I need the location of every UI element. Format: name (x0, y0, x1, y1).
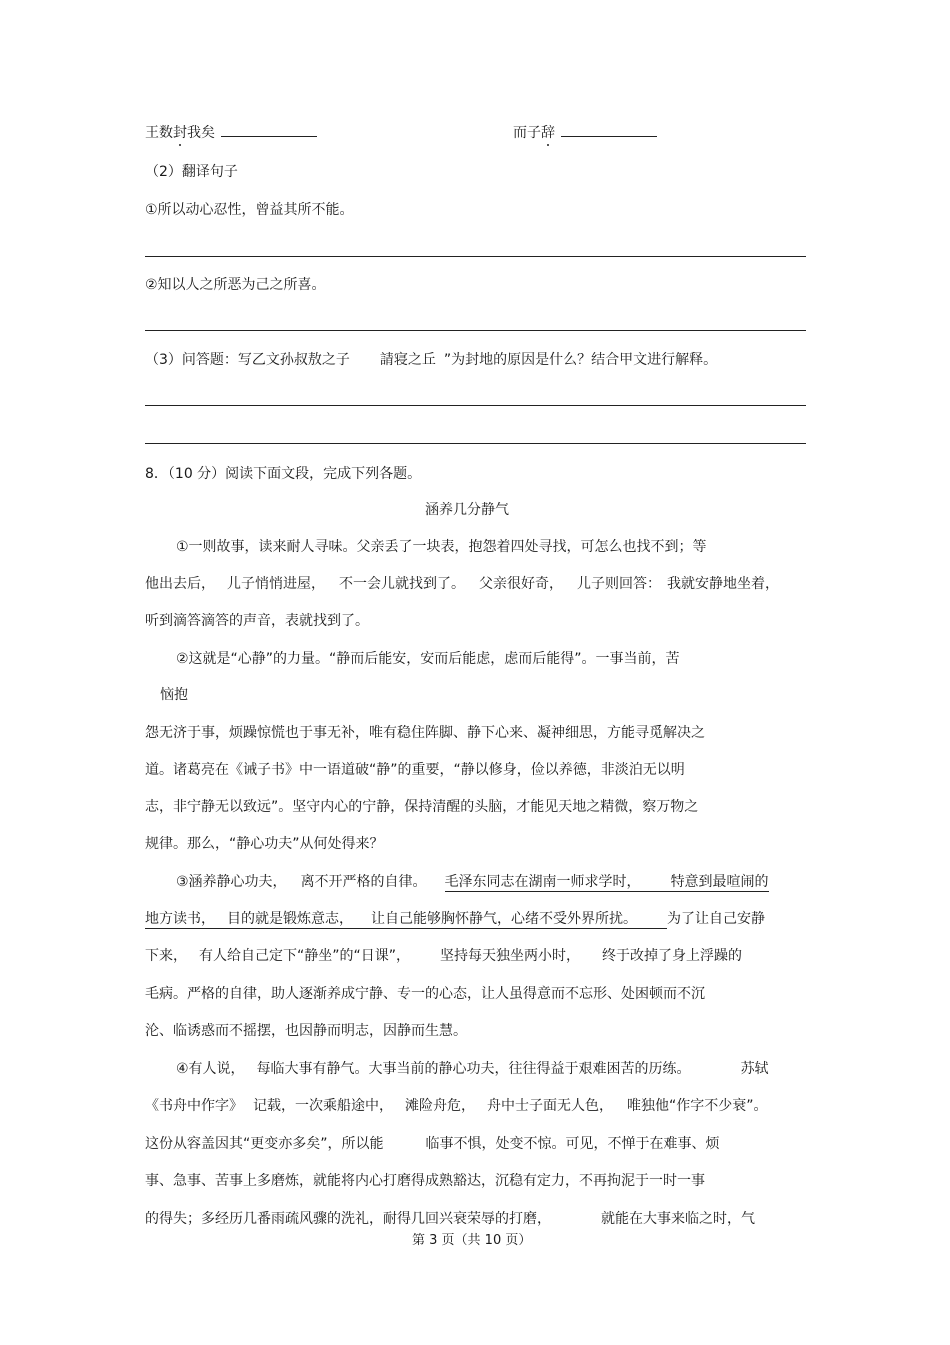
p3-line-1-c: 毛泽东同志在湖南一师求学时， (444, 874, 641, 890)
sentence-1: ①所以动心忍性，曾益其所不能。 (145, 202, 354, 218)
p4-line-3 (145, 1135, 720, 1153)
p3-line-1 (176, 873, 769, 891)
p3-line-1-b: 离不开严格的自律。 (300, 874, 427, 890)
p1-line-2 (145, 575, 779, 593)
p4-line-5 (145, 1210, 755, 1228)
q8-header: 8．（10 分）阅读下面文段，完成下列各题。 (145, 466, 422, 482)
p3-line-3 (145, 947, 742, 965)
p2-line-5: 志，非宁静无以致远”。坚守内心的宁静，保持清醒的头脑，才能见天地之精微，察万物之 (145, 799, 699, 815)
p4-line-2-d: 舟中士子面无人色， (487, 1098, 613, 1114)
part3-text-c: ”为封地的原因是什么？结合甲文进行解释。 (443, 352, 718, 368)
answer-line-2[interactable] (145, 330, 806, 331)
p4-line-4: 事、急事、苦事上多磨炼，就能将内心打磨得成熟豁达，沉稳有定力，不再拘泥于一时一事 (145, 1173, 705, 1189)
fill-item-2-dotted-char: 辞 (541, 125, 555, 141)
p2-line-3: 怨无济于事，烦躁惊慌也于事无补，唯有稳住阵脚、静下心来、凝神细思，方能寻觅解决之 (145, 725, 705, 741)
fill-item-1 (145, 122, 317, 142)
p4-line-3-b: 临事不惧，处变不惊。可见，不惮于在难事、烦 (425, 1136, 720, 1152)
p4-line-3-a: 这份从容盖因其“更变亦多矣”，所以能 (145, 1136, 384, 1152)
p4-line-1-c: 苏轼 (740, 1061, 769, 1077)
p4-line-2-a: 《书舟中作字》 (145, 1098, 243, 1114)
answer-line-4[interactable] (145, 443, 806, 444)
p4-line-1 (176, 1060, 769, 1078)
p3-line-5: 沦、临诱惑而不摇摆，也因静而明志，因静而生慧。 (145, 1023, 467, 1039)
p1-line-2-f: 我就安静地坐着， (667, 576, 779, 592)
p4-line-2-c: 滩险舟危， (405, 1098, 475, 1114)
p2-line-6: 规律。那么，“静心功夫”从何处得来？ (145, 836, 384, 852)
p3-line-3-c: 坚持每天独坐两小时， (440, 948, 581, 964)
p3-line-3-b: 有人给自己定下“静坐”的“日课”， (199, 948, 411, 964)
p4-line-2 (145, 1097, 768, 1115)
p4-line-2-e: 唯独他“作字不少衰”。 (627, 1098, 768, 1114)
p3-line-2-c: 让自己能够胸怀静气，心绪不受外界所扰。 (371, 911, 637, 927)
p3-line-3-d: 终于改掉了身上浮躁的 (602, 948, 743, 964)
fill-blank-2[interactable] (561, 122, 657, 137)
p1-line-2-b: 儿子悄悄进屋， (227, 576, 325, 592)
p3-line-2-d: 为了让自己安静 (667, 911, 765, 927)
page-footer: 第 3 页（共 10 页） (412, 1233, 532, 1248)
answer-line-3[interactable] (145, 405, 806, 406)
p1-line-2-c: 不一会儿就找到了。 (339, 576, 465, 592)
p1-line-1: ①一则故事，读来耐人寻味。父亲丢了一块表，抱怨着四处寻找，可怎么也找不到；等 (176, 539, 707, 555)
part3-text-a: （3）问答题：写乙文孙叔敖之子 (145, 352, 350, 368)
fill-item-2 (513, 122, 657, 142)
p1-line-2-a: 他出去后， (145, 576, 215, 592)
p2-line-2: 恼抱 (160, 687, 188, 703)
p3-line-1-d: 特意到最喧闹的 (670, 874, 769, 890)
part3-text-b: 請寝之丘 (379, 352, 436, 368)
fill-blank-1[interactable] (221, 122, 317, 137)
p2-line-1: ②这就是“心静”的力量。“静而后能安，安而后能虑，虑而后能得”。一事当前，苦 (176, 651, 680, 667)
p3-underlined-1 (445, 874, 769, 892)
p4-line-5-b: 就能在大事来临之时，气 (601, 1211, 755, 1227)
p3-line-4: 毛病。严格的自律，助人逐渐养成宁静、专一的心态，让人虽得意而不忘形、处困顿而不沉 (145, 986, 705, 1002)
part3-question (145, 351, 717, 369)
fill-item-1-dotted-char: 封 (173, 125, 187, 141)
p4-line-5-a: 的得失；多经历几番雨疏风骤的洗礼，耐得几回兴衰荣辱的打磨， (145, 1211, 551, 1227)
passage-title: 涵养几分静气 (425, 502, 509, 518)
p3-line-2-b: 目的就是锻炼意志， (227, 911, 353, 927)
p2-line-4: 道。诸葛亮在《诫子书》中一语道破“静”的重要，“静以修身，俭以养德，非淡泊无以明 (145, 762, 685, 778)
p3-line-3-a: 下来， (145, 948, 187, 964)
p1-line-3: 听到滴答滴答的声音，表就找到了。 (145, 613, 369, 629)
p3-line-1-a: ③涵养静心功夫， (176, 874, 287, 890)
sentence-2: ②知以人之所恶为己之所喜。 (145, 277, 326, 293)
p4-line-2-b: 记载，一次乘船途中， (253, 1098, 393, 1114)
answer-line-1[interactable] (145, 256, 806, 257)
part2-label: （2）翻译句子 (145, 164, 238, 180)
p3-line-2-a: 地方读书， (145, 911, 215, 927)
p4-line-1-a: ④有人说， (176, 1061, 245, 1077)
p3-underlined-2 (145, 911, 667, 929)
fill-item-2-text-a: 而子 (513, 125, 541, 141)
p3-line-2 (145, 910, 765, 928)
p1-line-2-e: 儿子则回答： (577, 576, 661, 592)
p4-line-1-b: 每临大事有静气。大事当前的静心功夫，往往得益于艰难困苦的历练。 (256, 1061, 691, 1077)
fill-item-1-text-a: 王数 (145, 125, 173, 141)
fill-item-1-text-c: 我矣 (187, 125, 215, 141)
p1-line-2-d: 父亲很好奇， (479, 576, 563, 592)
